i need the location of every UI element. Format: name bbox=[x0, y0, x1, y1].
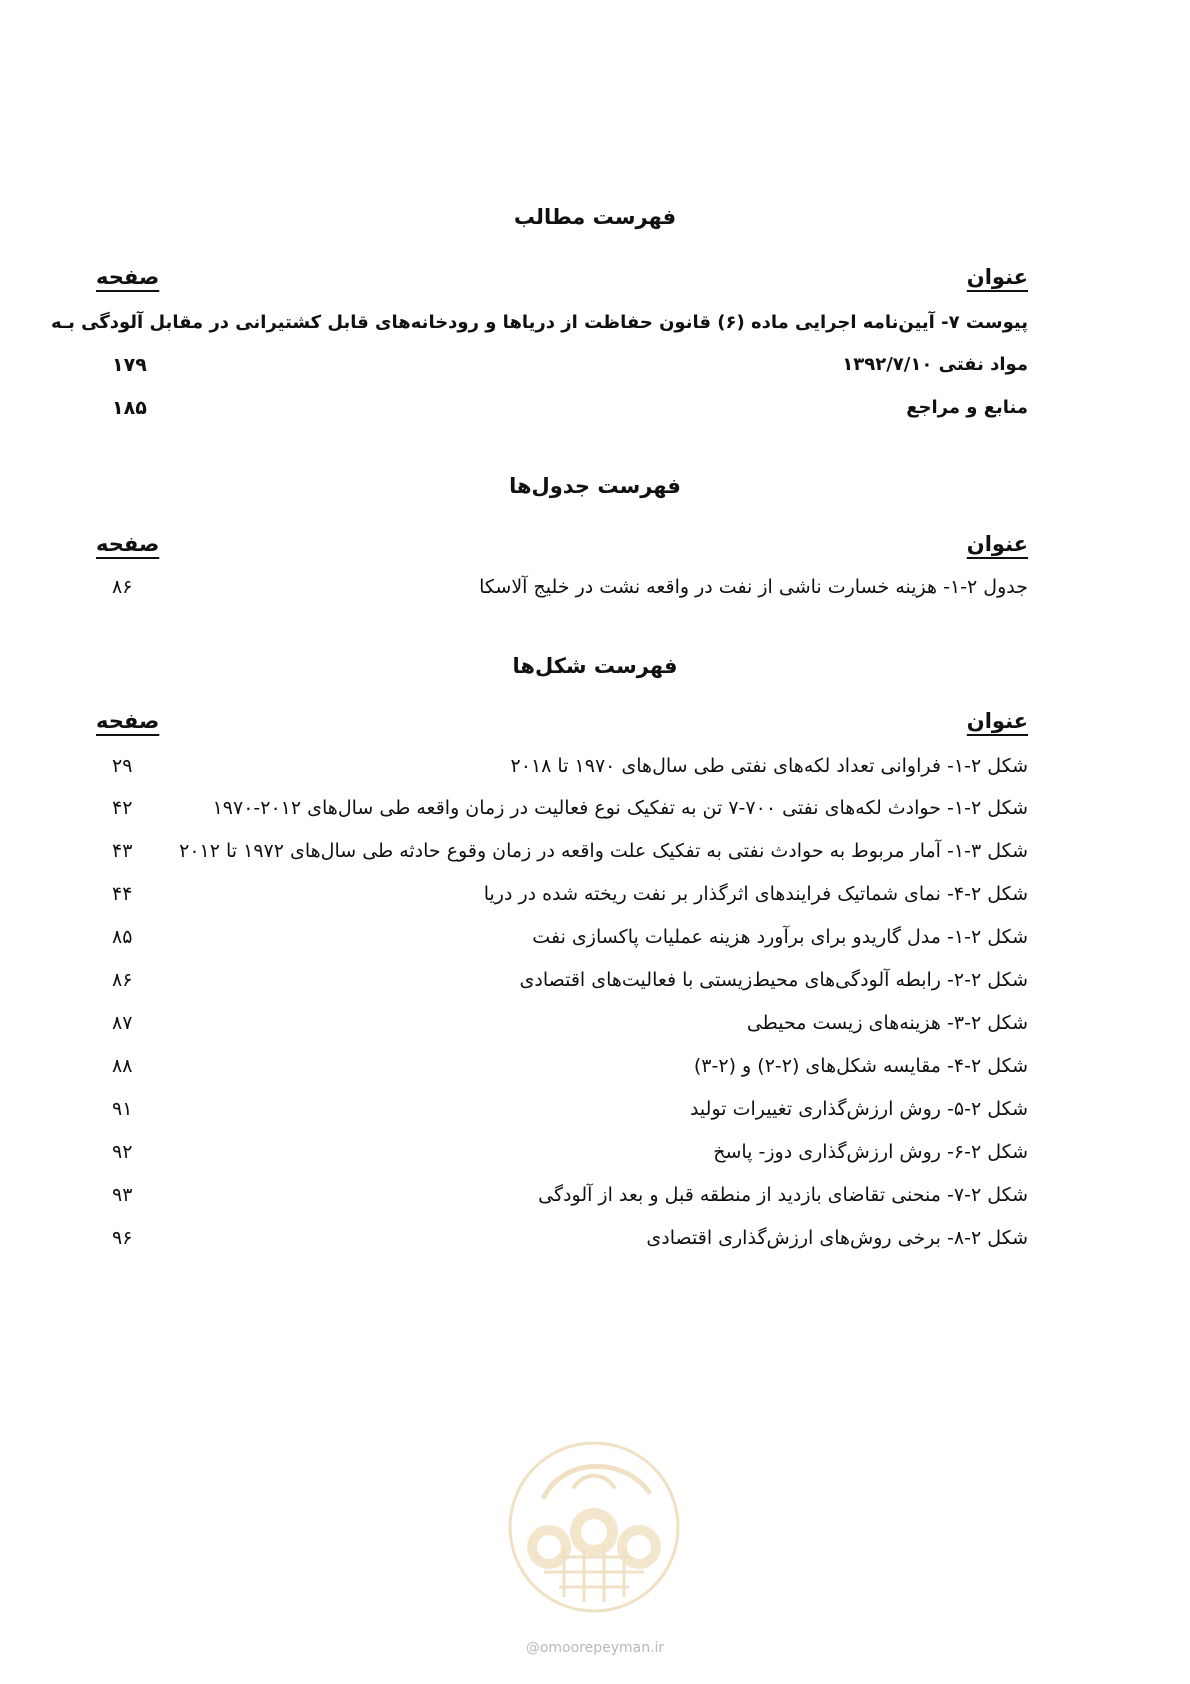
figure-entry: شکل ۲-۲- رابطه آلودگی‌های محیط‌زیستی با فعالیت‌های اقتصادی bbox=[519, 969, 1028, 991]
contents-entry-appendix-page: ۱۷۹ bbox=[112, 354, 147, 376]
figure-entry: شکل ۲-۱- حوادث لکه‌های نفتی ۷۰۰-۷ تن به تفکیک نوع فعالیت در زمان واقعه طی سال‌های ۲۰۱۲-۱۹۷۰ bbox=[212, 797, 1028, 819]
figure-entry: شکل ۲-۱- مدل گاریدو برای برآورد هزینه عملیات پاکسازی نفت bbox=[532, 926, 1028, 948]
figure-entry-page: ۸۵ bbox=[112, 926, 133, 948]
figure-entry-page: ۹۲ bbox=[112, 1141, 133, 1163]
figure-entry-page: ۹۶ bbox=[112, 1227, 133, 1249]
contents-page-column-header: صفحه bbox=[96, 265, 160, 289]
figure-entry-page: ۲۹ bbox=[112, 755, 133, 777]
publisher-logo-watermark bbox=[504, 1437, 684, 1617]
table-entry-page: ۸۶ bbox=[112, 576, 133, 598]
figure-entry-page: ۸۷ bbox=[112, 1012, 133, 1034]
figure-entry-page: ۸۶ bbox=[112, 969, 133, 991]
figure-entry-page: ۴۳ bbox=[112, 840, 133, 862]
figure-entry-page: ۴۴ bbox=[112, 883, 133, 905]
figure-entry: شکل ۲-۱- فراوانی تعداد لکه‌های نفتی طی سال‌های ۱۹۷۰ تا ۲۰۱۸ bbox=[510, 755, 1028, 777]
figure-entry: شکل ۳-۱- آمار مربوط به حوادث نفتی به تفکیک علت واقعه در زمان وقوع حادثه طی سال‌های ۱۹۷۲ تا ۲۰۱۲ bbox=[179, 840, 1028, 862]
publisher-website: @omoorepeyman.ir bbox=[525, 1640, 665, 1656]
figure-entry-page: ۸۸ bbox=[112, 1055, 133, 1077]
contents-entry-appendix-line-1: پیوست ۷- آیین‌نامه اجرایی ماده (۶) قانون حفاظت از دریاها و رودخانه‌های قابل کشتیرانی در مقابل آلودگی بـه bbox=[51, 312, 1028, 333]
figure-entry: شکل ۲-۸- برخی روش‌های ارزش‌گذاری اقتصادی bbox=[646, 1227, 1028, 1249]
figure-entry: شکل ۲-۴- نمای شماتیک فرایندهای اثرگذار بر نفت ریخته شده در دریا bbox=[483, 883, 1028, 905]
figure-entry: شکل ۲-۷- منحنی تقاضای بازدید از منطقه قبل و بعد از آلودگی bbox=[538, 1184, 1028, 1206]
tables-page-column-header: صفحه bbox=[96, 532, 160, 556]
figure-entry: شکل ۲-۴- مقایسه شکل‌های (۲-۲) و (۲-۳) bbox=[693, 1055, 1028, 1077]
figure-entry-page: ۴۲ bbox=[112, 797, 133, 819]
figure-entry-page: ۹۱ bbox=[112, 1098, 133, 1120]
figure-entry: شکل ۲-۶- روش ارزش‌گذاری دوز- پاسخ bbox=[713, 1141, 1028, 1163]
contents-entry-appendix-line-2: مواد نفتی ۱۳۹۲/۷/۱۰ bbox=[842, 354, 1028, 375]
contents-entry-references: منابع و مراجع bbox=[906, 397, 1028, 418]
figures-title-column-header: عنوان bbox=[966, 709, 1028, 733]
figure-entry: شکل ۲-۵- روش ارزش‌گذاری تغییرات تولید bbox=[689, 1098, 1028, 1120]
tables-heading: فهرست جدول‌ها bbox=[509, 474, 681, 498]
figure-entry: شکل ۲-۳- هزینه‌های زیست محیطی bbox=[746, 1012, 1028, 1034]
contents-heading: فهرست مطالب bbox=[513, 205, 677, 229]
contents-title-column-header: عنوان bbox=[966, 265, 1028, 289]
figure-entry-page: ۹۳ bbox=[112, 1184, 133, 1206]
tables-title-column-header: عنوان bbox=[966, 532, 1028, 556]
figures-heading: فهرست شکل‌ها bbox=[512, 654, 678, 678]
table-entry: جدول ۲-۱- هزینه خسارت ناشی از نفت در واقعه نشت در خلیج آلاسکا bbox=[479, 576, 1028, 598]
figures-page-column-header: صفحه bbox=[96, 709, 160, 733]
contents-entry-references-page: ۱۸۵ bbox=[112, 397, 147, 419]
